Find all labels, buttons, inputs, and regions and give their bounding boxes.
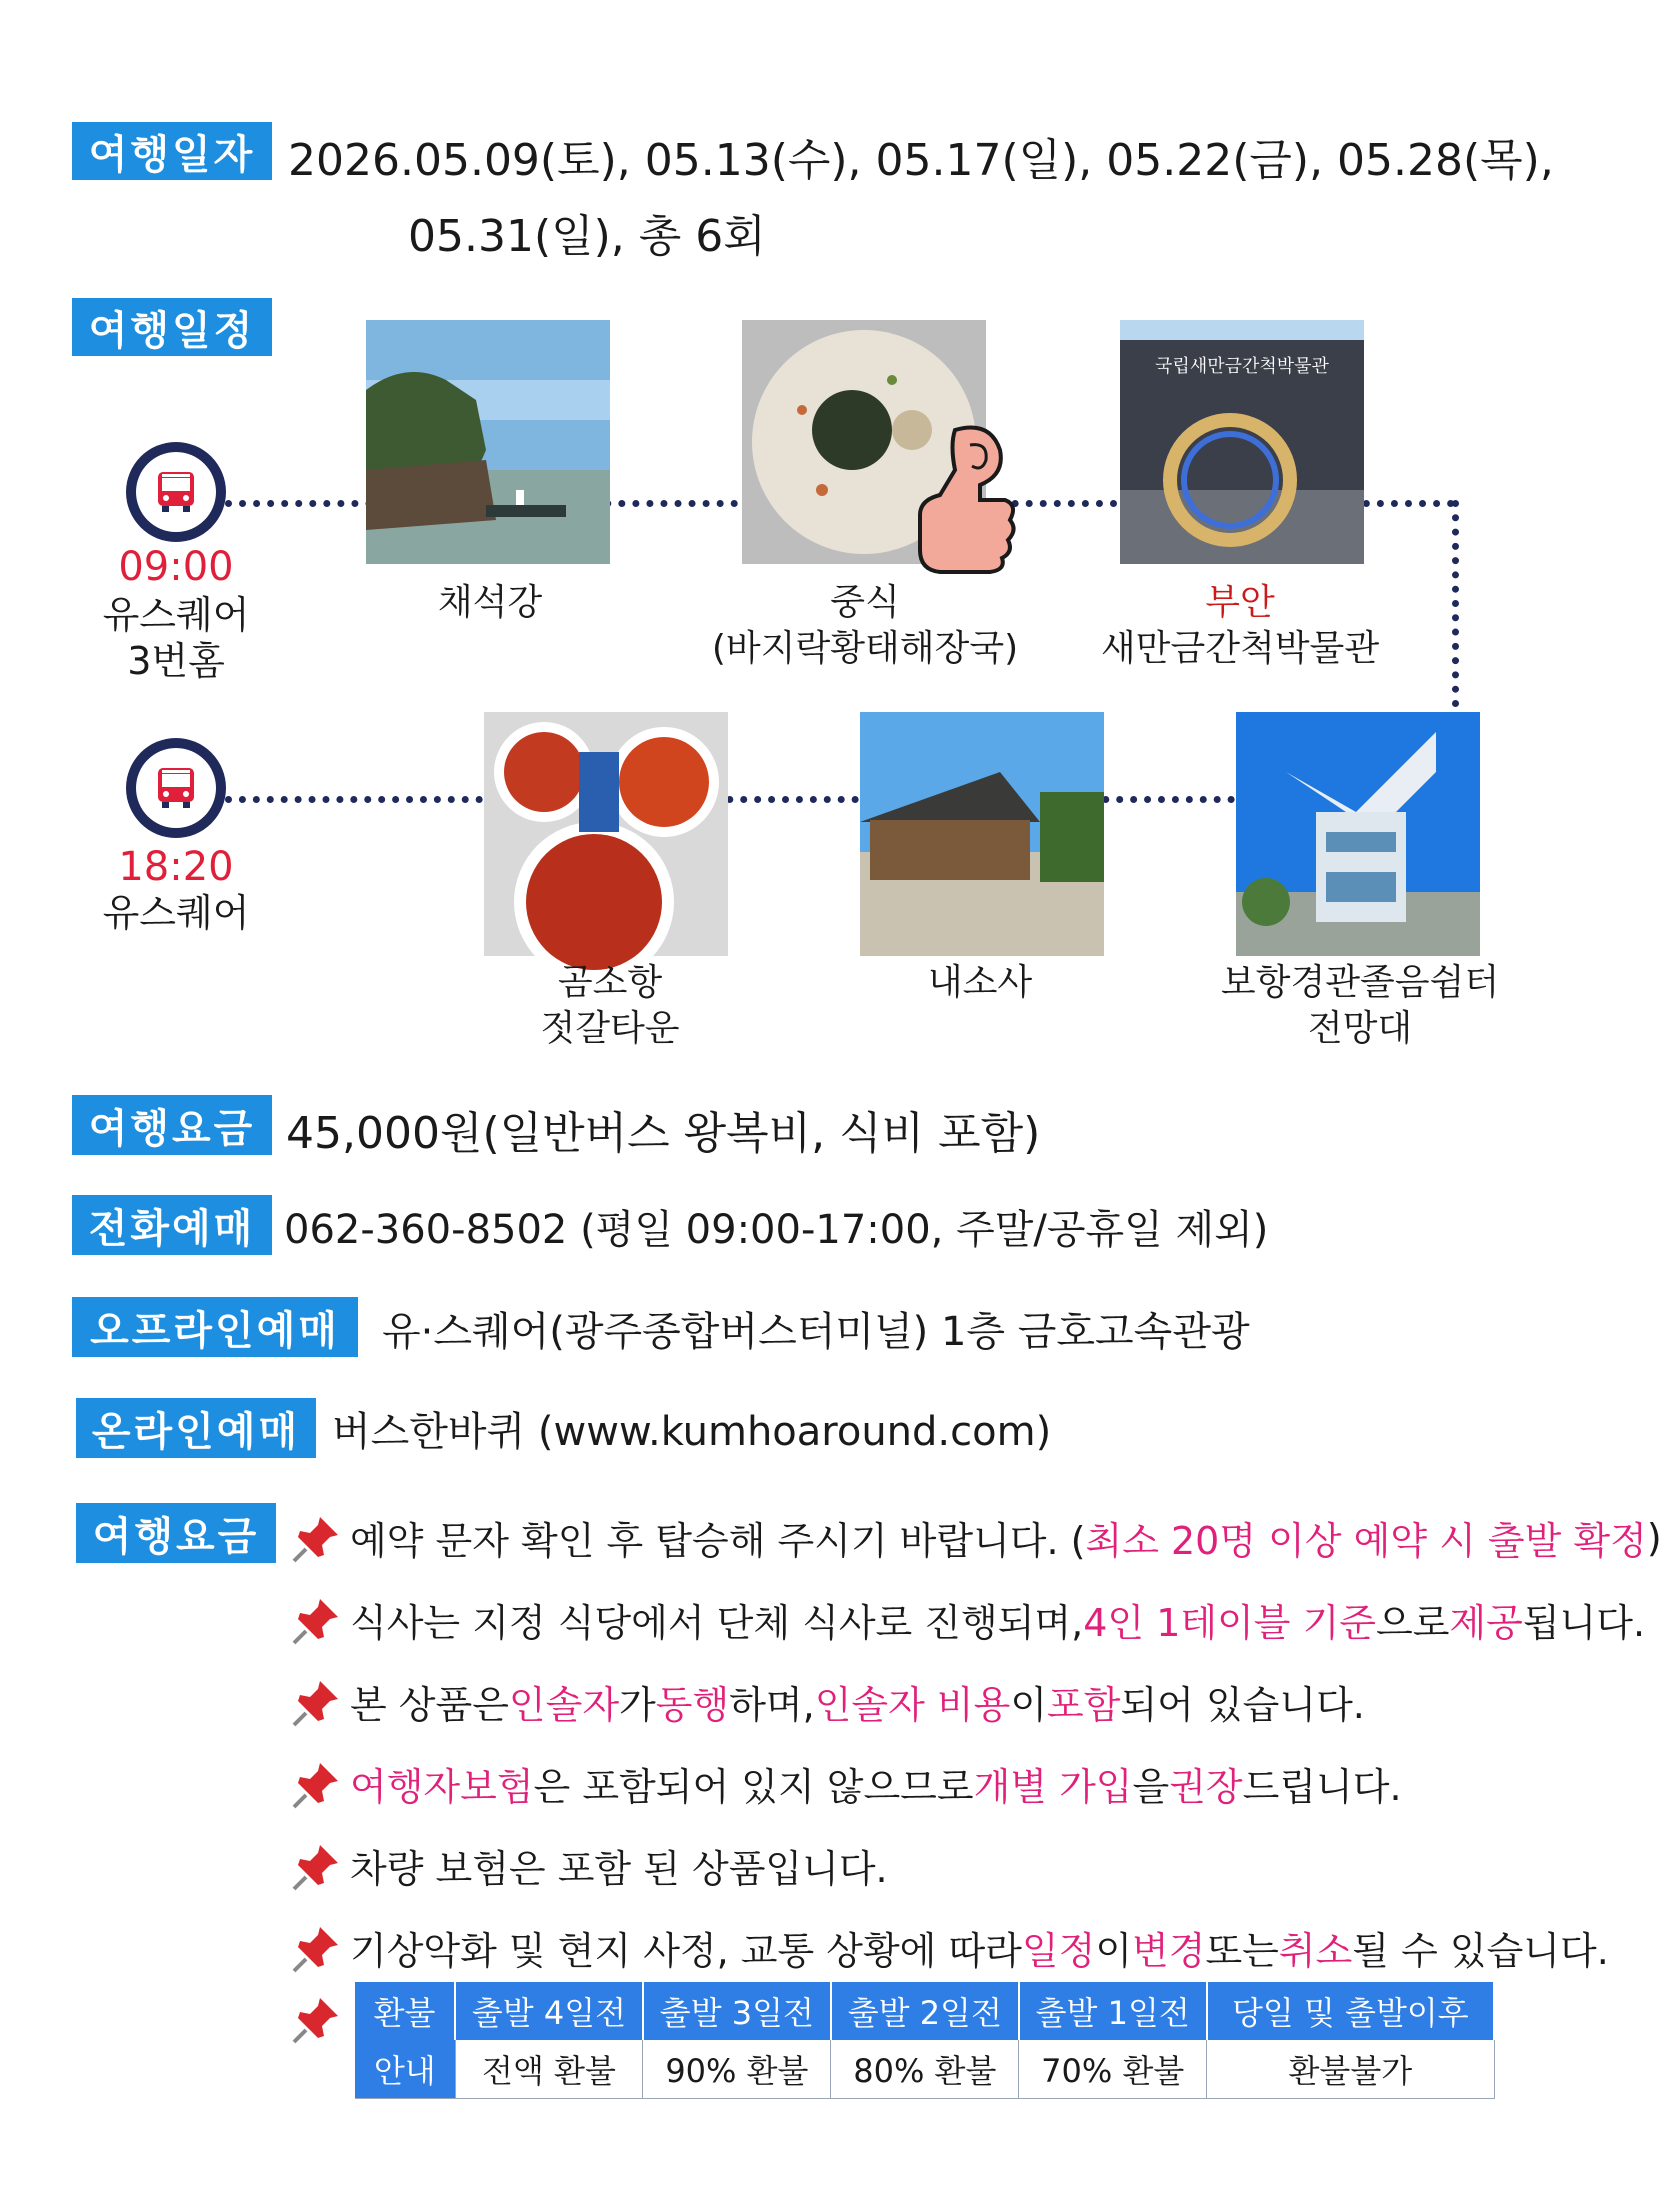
note-3-text-a: 본 상품은 — [350, 1683, 509, 1727]
note-2-text-a: 식사는 지정 식당에서 단체 식사로 진행되며, — [350, 1601, 1084, 1645]
return-place-line1: 유스퀘어 — [102, 891, 250, 935]
refund-header-cell: 당일 및 출발이후 — [1207, 1982, 1494, 2040]
note-2-text-b: 4인 1테이블 기준 — [1083, 1601, 1376, 1645]
note-3-text-b: 인솔자 — [508, 1683, 620, 1727]
bus-departure-icon — [126, 442, 226, 542]
note-6-text-c: 이 — [1095, 1929, 1133, 1973]
refund-value-cell: 90% 환불 — [643, 2040, 831, 2098]
refund-value-cell: 환불불가 — [1207, 2040, 1494, 2098]
refund-header-cell: 출발 2일전 — [831, 1982, 1019, 2040]
note-6-text-b: 일정 — [1021, 1929, 1096, 1973]
note-item-5 — [290, 1838, 888, 1893]
note-3-text-d: 동행 — [655, 1683, 730, 1727]
note-3-text-c: 가 — [619, 1683, 656, 1727]
route-line-bottom — [225, 796, 1305, 803]
phone-value: 062-360-8502 (평일 09:00-17:00, 주말/공휴일 제외) — [284, 1207, 1269, 1253]
pushpin-icon — [290, 1511, 344, 1565]
note-4-text-b: 은 포함되어 있지 않으므로 — [533, 1765, 974, 1809]
photo-gomso-jeotgal — [484, 712, 728, 956]
note-6-text-g: 될 수 있습니다. — [1352, 1929, 1609, 1973]
departure-place-line2: 3번홈 — [127, 639, 225, 683]
photo-naesosa — [860, 712, 1104, 956]
bus-return-icon — [126, 738, 226, 838]
note-1-text-b: 최소 20명 이상 예약 시 출발 확정 — [1085, 1519, 1647, 1563]
note-3-text-i: 되어 있습니다. — [1120, 1683, 1365, 1727]
thumbs-up-icon — [910, 420, 1020, 590]
refund-row-head-1: 환불 — [355, 1982, 455, 2040]
note-3-text-f: 인솔자 비용 — [814, 1683, 1011, 1727]
online-value: 버스한바퀴 (www.kumhoaround.com) — [332, 1409, 1052, 1455]
note-6-text-a: 기상악화 및 현지 사정, 교통 상황에 따라 — [350, 1929, 1022, 1973]
notes-label-tag: 여행요금 — [76, 1503, 276, 1563]
fare-value: 45,000원(일반버스 왕복비, 식비 포함) — [286, 1108, 1041, 1159]
refund-value-row — [355, 2040, 1494, 2098]
note-4-text-e: 권장 — [1169, 1765, 1243, 1809]
refund-value-cell: 전액 환불 — [455, 2040, 643, 2098]
stop-caption-2-line2: (바지락황태해장국) — [711, 628, 1019, 669]
refund-header-row — [355, 1982, 1494, 2040]
stop-caption-4 — [1200, 960, 1520, 1052]
note-item-2 — [290, 1592, 1645, 1647]
pushpin-icon — [290, 1839, 344, 1893]
phone-label-tag: 전화예매 — [72, 1195, 272, 1255]
return-time: 18:20 — [118, 844, 234, 890]
offline-value: 유·스퀘어(광주종합버스터미널) 1층 금호고속관광 — [382, 1309, 1250, 1355]
note-3-text-h: 포함 — [1047, 1683, 1121, 1727]
pushpin-icon — [290, 1675, 344, 1729]
stop-caption-3 — [1080, 580, 1400, 672]
stop-caption-6-line1: 곰소항 — [557, 962, 663, 1003]
refund-value-cell: 70% 환불 — [1019, 2040, 1207, 2098]
stop-caption-6-line2: 젓갈타운 — [540, 1008, 680, 1049]
note-6-text-e: 또는 — [1205, 1929, 1279, 1973]
pushpin-icon — [290, 1921, 344, 1975]
photo-chaeseokgang — [366, 320, 610, 564]
stop-caption-4-line1: 보항경관졸음쉼터 — [1220, 962, 1500, 1003]
stop-caption-5 — [900, 960, 1060, 1006]
note-4-text-f: 드립니다. — [1242, 1765, 1402, 1809]
online-label-tag: 온라인예매 — [76, 1398, 316, 1458]
refund-header-cell: 출발 1일전 — [1019, 1982, 1207, 2040]
stop-caption-5-line1: 내소사 — [927, 962, 1033, 1003]
pushpin-icon — [290, 1992, 344, 2046]
note-1-text-a: 예약 문자 확인 후 탑승해 주시기 바랍니다. ( — [350, 1519, 1086, 1563]
note-3-text-e: 하며, — [729, 1683, 815, 1727]
note-1-text-c: ) — [1646, 1515, 1662, 1560]
stop-caption-2 — [700, 580, 1030, 672]
travel-dates-line2: 05.31(일), 총 6회 — [408, 211, 766, 262]
pushpin-icon — [290, 1593, 344, 1647]
note-item-3 — [290, 1674, 1365, 1729]
refund-header-cell: 출발 4일전 — [455, 1982, 643, 2040]
stop-caption-4-line2: 전망대 — [1307, 1008, 1413, 1049]
stop-caption-3-line1: 부안 — [1205, 582, 1275, 623]
return-place — [76, 890, 276, 936]
stop-caption-3-line2: 새만금간척박물관 — [1100, 628, 1380, 669]
note-5-text-a: 차량 보험은 포함 된 상품입니다. — [350, 1847, 888, 1891]
note-2-text-c: 으로 — [1376, 1601, 1450, 1645]
note-6-text-f: 취소 — [1278, 1929, 1353, 1973]
departure-place-line1: 유스퀘어 — [102, 593, 250, 637]
note-item-4 — [290, 1756, 1402, 1811]
travel-dates-line1: 2026.05.09(토), 05.13(수), 05.17(일), 05.22(금), 05.28(목), — [288, 135, 1554, 186]
note-6-text-d: 변경 — [1132, 1929, 1206, 1973]
note-2-text-d: 제공 — [1449, 1601, 1523, 1645]
stop-caption-1-line1: 채석강 — [437, 582, 543, 623]
note-4-text-d: 을 — [1132, 1765, 1170, 1809]
departure-place — [76, 592, 276, 684]
photo-saemangeum-museum — [1120, 320, 1364, 564]
note-item-1 — [290, 1510, 1662, 1565]
pushpin-icon — [290, 1757, 344, 1811]
note-4-text-c: 개별 가입 — [973, 1765, 1133, 1809]
photo-observatory — [1236, 712, 1480, 956]
note-3-text-g: 이 — [1010, 1683, 1048, 1727]
stop-caption-6 — [520, 960, 700, 1052]
refund-value-cell: 80% 환불 — [831, 2040, 1019, 2098]
note-item-6 — [290, 1920, 1609, 1975]
date-label-tag: 여행일자 — [72, 122, 272, 180]
refund-row-head-2: 안내 — [355, 2040, 455, 2098]
refund-table — [355, 1982, 1495, 2099]
offline-label-tag: 오프라인예매 — [72, 1297, 358, 1357]
museum-sign-text: 국립새만금간척박물관 — [1155, 356, 1329, 377]
refund-header-cell: 출발 3일전 — [643, 1982, 831, 2040]
stop-caption-2-line1: 중식 — [830, 582, 900, 623]
fare-label-tag: 여행요금 — [72, 1095, 272, 1155]
note-4-text-a: 여행자보험 — [350, 1765, 534, 1809]
stop-caption-1 — [420, 580, 560, 626]
note-2-text-e: 됩니다. — [1522, 1601, 1646, 1645]
departure-time: 09:00 — [118, 544, 234, 590]
schedule-label-tag: 여행일정 — [72, 298, 272, 356]
